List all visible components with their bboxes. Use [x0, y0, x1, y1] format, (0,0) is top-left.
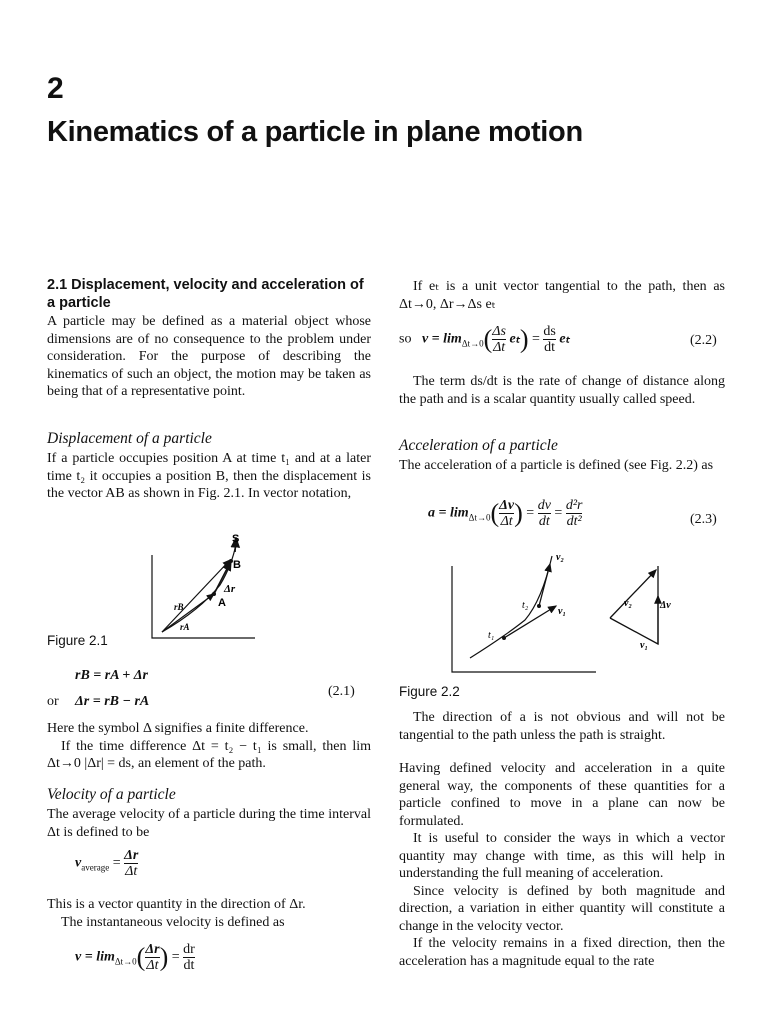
eq-2-3-sub: Δt→0 [468, 512, 491, 523]
eq-2-3-fraction3 [566, 498, 583, 529]
label-v1-tri: v₁ [640, 640, 648, 651]
eq-2-3-den: Δt [500, 514, 513, 529]
eq-2-2-et2: eₜ [559, 331, 570, 347]
eq-vaverage: $v_{average}$ = $\frac{\Delta r}{\Delta t}$ [75, 848, 139, 879]
tangent-text: If eₜ is a unit vector tangential to the path, then as Δt→0, Δr→Δs eₜ [399, 279, 725, 312]
label-ra: rA [180, 622, 190, 632]
displacement-heading: Displacement of a particle [47, 430, 212, 447]
speed-text: The term ds/dt is the rate of change of distance along the path and is a scalar quantity usually called speed. [399, 374, 725, 407]
vector-quantity-text: This is a vector quantity in the direction of Δr. [47, 897, 306, 912]
eq-vinst: $v = \lim_{\Delta t\to 0}$( $\frac{\Delta r}{\Delta t}$ ) = $\frac{dr}{dt}$ [75, 942, 195, 973]
label-rb: rB [174, 602, 184, 612]
eq-2-1-or: or [47, 694, 59, 709]
finite-difference-text: Here the symbol Δ signifies a finite difference. [47, 721, 309, 736]
eq-2-2-fraction2 [543, 324, 555, 355]
figure-2-1-diagram [140, 530, 290, 645]
vinst-num: Δr [145, 942, 160, 957]
direction-paragraph [399, 709, 725, 744]
eq-2-2-lhs: v = lim [421, 331, 462, 347]
figure-2-1-label: Figure 2.1 [47, 633, 108, 648]
velocity-paragraph [47, 806, 371, 841]
label-s: S [232, 533, 240, 545]
vavg-sub: average [81, 862, 110, 873]
eq-2-3-den3: dt² [566, 514, 582, 529]
speed-paragraph [399, 373, 725, 408]
eq-2-3-den2: dt [538, 514, 550, 529]
eq-2-2-et: eₜ [509, 331, 520, 347]
eq-2-2-den2: dt [544, 340, 556, 355]
vinst-num2: dr [183, 942, 195, 957]
label-a: A [218, 597, 226, 609]
vinst-den2: dt [183, 958, 195, 973]
velocity-v1 [504, 606, 556, 638]
vinst-lhs: v = lim [75, 949, 115, 965]
eq-2-2: so $v = \lim_{\Delta t\to 0}$( $\frac{\Delta s}{\Delta t}$ eₜ) = $\frac{ds}{dt}$ eₜ [399, 324, 570, 355]
since-text: Since velocity is defined by both magnitude and direction, a variation in either quantity will constitute a change in the velocity vector. [399, 883, 725, 934]
velocity-text: The average velocity of a particle during the time interval Δt is defined to be [47, 807, 371, 840]
label-v1: v₁ [558, 606, 566, 617]
label-t1: t₁ [488, 630, 495, 641]
velocity-heading: Velocity of a particle [47, 786, 176, 803]
eq-2-3-number: (2.3) [690, 512, 717, 527]
eq-2-3-fraction [499, 498, 514, 529]
velocity-v2 [539, 564, 550, 606]
label-t2: t₂ [522, 600, 529, 611]
vector-rb [162, 560, 230, 632]
label-v2: v₂ [556, 552, 564, 563]
vector-quantity-paragraph [47, 896, 371, 931]
eq-2-3-fraction2 [538, 498, 551, 529]
acceleration-text: The acceleration of a particle is defined (see Fig. 2.2) as [399, 458, 714, 473]
chapter-title: Kinematics of a particle in plane motion [47, 116, 583, 148]
small-difference-text: If the time difference Δt = t₂ − t₁ is small, then lim Δt→0 |Δr| = ds, an element of the path. [47, 738, 371, 771]
eq-2-1-number: (2.1) [328, 684, 355, 699]
vavg-fraction [124, 848, 138, 879]
eq-2-2-num2: ds [543, 324, 556, 339]
acceleration-paragraph [399, 457, 725, 475]
eq-2-1-line1: rB = rA + Δr [75, 668, 148, 683]
general-text: Having defined velocity and acceleration in a quite general way, the components of these quantities for a particle confined to move in a plane can now be formulated. [399, 761, 725, 829]
vinst-fraction2 [183, 942, 195, 973]
vinst-sub: Δt→0 [114, 956, 137, 967]
intro-text: A particle may be defined as a material object whose dimensions are of no consequence to the problem under consideration. For the purpose of describing the kinematics of such an object, the motion may be taken as being that of a representative point. [47, 314, 371, 399]
eq-2-2-sub: Δt→0 [461, 338, 484, 349]
vector-triangle [610, 566, 658, 644]
vinst-den: Δt [146, 958, 159, 973]
finite-difference-paragraph [47, 720, 371, 773]
direction-text: The direction of a is not obvious and will not be tangential to the path unless the path is straight. [399, 710, 725, 743]
displacement-paragraph [47, 450, 371, 503]
label-b: B [233, 559, 241, 571]
intro-paragraph [47, 313, 371, 401]
eq-2-2-number: (2.2) [690, 333, 717, 348]
vavg-lhs: v [75, 855, 82, 871]
vinst-fraction [145, 942, 159, 973]
eq-2-1-line2: Δr = rB − rA [75, 694, 150, 709]
eq-2-3-num2: dv [537, 498, 551, 513]
eq-2-3-num: Δv [499, 498, 515, 513]
displacement-text: If a particle occupies position A at time t₁ and at a later time t₂ it occupies a position B, then the displacement is the vector AB as shown in Fig. 2.1. In vector notation, [47, 451, 371, 501]
vavg-num: Δr [124, 848, 139, 863]
tangent-paragraph [399, 278, 725, 313]
label-dr: Δr [224, 583, 236, 595]
eq-2-3: $a = \lim_{\Delta t\to 0}$( $\frac{\Delta v}{\Delta t}$ ) = $\frac{dv}{dt}$ = $\frac{\text{d²r}}{\text{dt²}}$ [428, 498, 583, 529]
figure-2-2-diagram [440, 548, 730, 678]
eq-2-3-num3: d²r [565, 498, 583, 513]
vavg-den: Δt [125, 864, 138, 879]
fixed-text: If the velocity remains in a fixed direction, then the acceleration has a magnitude equal to the rate [399, 936, 725, 969]
acceleration-heading: Acceleration of a particle [399, 437, 558, 454]
eq-2-2-den: Δt [493, 340, 506, 355]
label-v2-tri: v₂ [624, 598, 632, 609]
eq-2-2-num: Δs [492, 324, 506, 339]
chapter-number: 2 [47, 72, 64, 105]
eq-2-2-fraction [492, 324, 506, 355]
label-dv: Δv [660, 600, 671, 611]
eq-2-2-prefix: so [399, 331, 412, 347]
general-paragraph [399, 760, 725, 970]
section-heading: 2.1 Displacement, velocity and acceleration of a particle [47, 277, 364, 311]
useful-text: It is useful to consider the ways in which a vector quantity may change with time, as this will help in understanding the full meaning of acceleration. [399, 831, 725, 881]
eq-2-3-lhs: a = lim [428, 505, 469, 521]
instantaneous-text: The instantaneous velocity is defined as [61, 914, 285, 930]
figure-2-2-label: Figure 2.2 [399, 684, 460, 699]
